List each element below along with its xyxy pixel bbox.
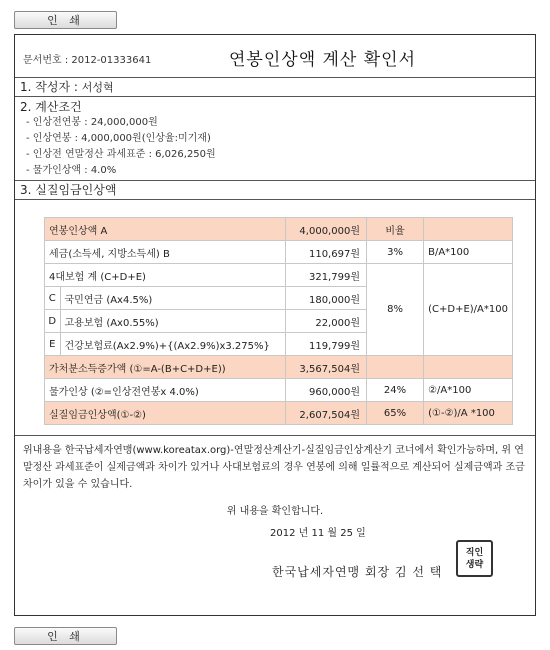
author-name: 서성혁 — [81, 81, 114, 94]
row-rate: 3% — [366, 241, 423, 264]
issue-date: 2012 년 11 월 25 일 — [270, 528, 366, 539]
section-conditions — [15, 97, 535, 181]
row-label: 고용보험 (Ax0.55%) — [60, 310, 285, 333]
author-label: 1. 작성자 : — [20, 80, 82, 94]
row-label: 세금(소득세, 지방소득세) B — [45, 241, 286, 264]
document-title: 연봉인상액 계산 확인서 — [229, 50, 417, 70]
notes-paragraph: 위내용을 한국납세자연맹(www.koreatax.org)-연말정산계산기-실질임금인상계산기 코너에서 확인가능하며, 위 연말정산 과세표준이 실제금액과 차이가 있거나 사대보험료의 경우 연봉에 의해 일률적으로 계산되어 실제금액과 조금차이가 있을 수 있습니다. — [23, 445, 525, 490]
row-amount: 321,799원 — [285, 264, 366, 287]
table-row — [45, 379, 513, 402]
table-row — [45, 241, 513, 264]
row-amount: 180,000원 — [285, 287, 366, 310]
row-formula — [424, 356, 513, 379]
row-amount: 119,799원 — [285, 333, 366, 356]
row-prefix: C — [45, 287, 61, 310]
row-amount: 110,697원 — [285, 241, 366, 264]
row-amount: 960,000원 — [285, 379, 366, 402]
row-amount: 2,607,504원 — [285, 402, 366, 425]
row-label: 물가인상 (②=인상전연봉x 4.0%) — [45, 379, 286, 402]
row-amount: 4,000,000원 — [285, 218, 366, 241]
row-rate — [366, 356, 423, 379]
confirm-text: 위 내용을 확인합니다. — [226, 506, 324, 517]
condition-item: - 인상전 연말정산 과세표준 : 6,026,250원 — [26, 149, 216, 160]
notes-section — [15, 436, 535, 520]
row-prefix: D — [45, 310, 61, 333]
stamp-text: 직인 생략 — [465, 547, 484, 570]
row-formula: ②/A*100 — [424, 379, 513, 402]
print-button-top[interactable]: 인 쇄 — [14, 11, 117, 29]
print-button-bottom[interactable]: 인 쇄 — [14, 627, 117, 645]
calculation-table — [44, 217, 513, 425]
insurance-formula: (C+D+E)/A*100 — [424, 264, 513, 356]
calculation-table-wrapper — [15, 200, 535, 436]
table-row — [45, 356, 513, 379]
row-rate: 비율 — [366, 218, 423, 241]
real-wage-title: 3. 실질임금인상액 — [20, 183, 117, 197]
table-row — [45, 402, 513, 425]
condition-item: - 인상연봉 : 4,000,000원(인상율:미기재) — [26, 133, 211, 144]
section-real-wage — [15, 181, 535, 200]
row-formula: B/A*100 — [424, 241, 513, 264]
row-label: 건강보험료(Ax2.9%)+{(Ax2.9%)x3.275%} — [60, 333, 285, 356]
row-label: 4대보험 계 (C+D+E) — [45, 264, 286, 287]
document-header — [15, 35, 535, 78]
conditions-title: 2. 계산조건 — [20, 100, 82, 114]
row-prefix: E — [45, 333, 61, 356]
condition-item: - 인상전연봉 : 24,000,000원 — [26, 117, 158, 128]
table-row — [45, 218, 513, 241]
row-amount: 3,567,504원 — [285, 356, 366, 379]
table-row — [45, 264, 513, 287]
signer-name: 한국납세자연맹 회장 김 선 택 — [272, 565, 443, 579]
document-number: 문서번호 : 2012-01333641 — [23, 55, 152, 66]
row-label: 연봉인상액 A — [45, 218, 286, 241]
row-formula — [424, 218, 513, 241]
row-label: 가처분소득증가액 (①=A-(B+C+D+E)) — [45, 356, 286, 379]
row-formula: (①-②)/A *100 — [424, 402, 513, 425]
official-seal-stamp — [456, 540, 493, 577]
row-rate: 24% — [366, 379, 423, 402]
row-label: 국민연금 (Ax4.5%) — [60, 287, 285, 310]
insurance-rate: 8% — [366, 264, 423, 356]
row-label: 실질임금인상액(①-②) — [45, 402, 286, 425]
condition-item: - 물가인상액 : 4.0% — [26, 165, 117, 176]
row-amount: 22,000원 — [285, 310, 366, 333]
row-rate: 65% — [366, 402, 423, 425]
section-author — [15, 78, 535, 97]
